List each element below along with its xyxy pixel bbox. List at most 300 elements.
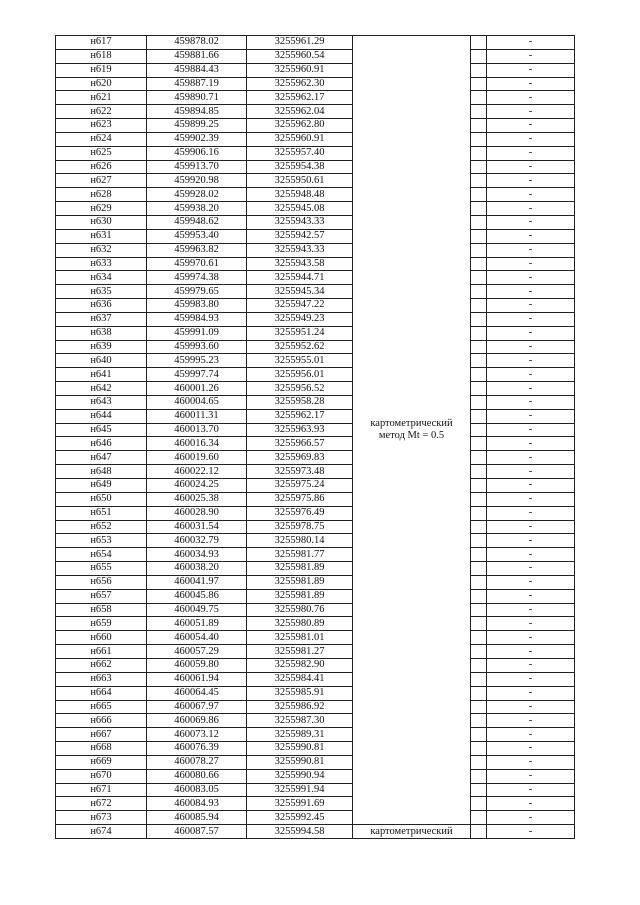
y-coordinate-cell: 3255975.86 [247, 492, 353, 506]
point-number-cell: н667 [56, 728, 147, 742]
dash-cell: - [487, 409, 575, 423]
dash-cell: - [487, 617, 575, 631]
point-number-cell: н652 [56, 520, 147, 534]
dash-cell: - [487, 202, 575, 216]
table-row [56, 645, 575, 659]
x-coordinate-cell: 460051.89 [147, 617, 247, 631]
table-row [56, 368, 575, 382]
point-number-cell: н653 [56, 534, 147, 548]
table-row [56, 257, 575, 271]
x-coordinate-cell: 460067.97 [147, 700, 247, 714]
x-coordinate-cell: 459899.25 [147, 119, 247, 133]
x-coordinate-cell: 460016.34 [147, 437, 247, 451]
dash-cell: - [487, 811, 575, 825]
dash-cell: - [487, 160, 575, 174]
point-number-cell: н644 [56, 409, 147, 423]
y-coordinate-cell: 3255948.48 [247, 188, 353, 202]
x-coordinate-cell: 459983.80 [147, 299, 247, 313]
empty-cell [471, 714, 487, 728]
point-number-cell: н655 [56, 562, 147, 576]
point-number-cell: н659 [56, 617, 147, 631]
table-row [56, 299, 575, 313]
y-coordinate-cell: 3255992.45 [247, 811, 353, 825]
empty-cell [471, 797, 487, 811]
empty-cell [471, 105, 487, 119]
table-row [56, 188, 575, 202]
empty-cell [471, 229, 487, 243]
empty-cell [471, 645, 487, 659]
table-row [56, 534, 575, 548]
empty-cell [471, 603, 487, 617]
table-row [56, 395, 575, 409]
table-row [56, 783, 575, 797]
table-row [56, 492, 575, 506]
empty-cell [471, 520, 487, 534]
y-coordinate-cell: 3255973.48 [247, 465, 353, 479]
x-coordinate-cell: 460054.40 [147, 631, 247, 645]
table-row [56, 797, 575, 811]
dash-cell: - [487, 326, 575, 340]
point-number-cell: н622 [56, 105, 147, 119]
point-number-cell: н626 [56, 160, 147, 174]
x-coordinate-cell: 460031.54 [147, 520, 247, 534]
y-coordinate-cell: 3255986.92 [247, 700, 353, 714]
empty-cell [471, 91, 487, 105]
x-coordinate-cell: 459991.09 [147, 326, 247, 340]
point-number-cell: н668 [56, 742, 147, 756]
x-coordinate-cell: 460034.93 [147, 548, 247, 562]
point-number-cell: н661 [56, 645, 147, 659]
y-coordinate-cell: 3255981.89 [247, 589, 353, 603]
y-coordinate-cell: 3255969.83 [247, 451, 353, 465]
empty-cell [471, 77, 487, 91]
x-coordinate-cell: 460059.80 [147, 658, 247, 672]
x-coordinate-cell: 460085.94 [147, 811, 247, 825]
empty-cell [471, 382, 487, 396]
y-coordinate-cell: 3255990.94 [247, 769, 353, 783]
dash-cell: - [487, 257, 575, 271]
dash-cell: - [487, 506, 575, 520]
dash-cell: - [487, 631, 575, 645]
table-row [56, 312, 575, 326]
x-coordinate-cell: 460022.12 [147, 465, 247, 479]
table-row [56, 146, 575, 160]
dash-cell: - [487, 797, 575, 811]
x-coordinate-cell: 460083.05 [147, 783, 247, 797]
x-coordinate-cell: 460004.65 [147, 395, 247, 409]
empty-cell [471, 63, 487, 77]
point-number-cell: н621 [56, 91, 147, 105]
table-row [56, 202, 575, 216]
empty-cell [471, 575, 487, 589]
x-coordinate-cell: 460041.97 [147, 575, 247, 589]
y-coordinate-cell: 3255960.54 [247, 49, 353, 63]
x-coordinate-cell: 459906.16 [147, 146, 247, 160]
empty-cell [471, 312, 487, 326]
point-number-cell: н632 [56, 243, 147, 257]
table-row [56, 465, 575, 479]
x-coordinate-cell: 460049.75 [147, 603, 247, 617]
dash-cell: - [487, 548, 575, 562]
dash-cell: - [487, 686, 575, 700]
y-coordinate-cell: 3255975.24 [247, 479, 353, 493]
y-coordinate-cell: 3255954.38 [247, 160, 353, 174]
dash-cell: - [487, 437, 575, 451]
dash-cell: - [487, 728, 575, 742]
y-coordinate-cell: 3255989.31 [247, 728, 353, 742]
y-coordinate-cell: 3255991.69 [247, 797, 353, 811]
dash-cell: - [487, 769, 575, 783]
y-coordinate-cell: 3255957.40 [247, 146, 353, 160]
empty-cell [471, 146, 487, 160]
table-row [56, 132, 575, 146]
point-number-cell: н636 [56, 299, 147, 313]
table-row [56, 451, 575, 465]
dash-cell: - [487, 658, 575, 672]
point-number-cell: н657 [56, 589, 147, 603]
dash-cell: - [487, 243, 575, 257]
empty-cell [471, 825, 487, 839]
y-coordinate-cell: 3255980.89 [247, 617, 353, 631]
x-coordinate-cell: 459878.02 [147, 36, 247, 50]
x-coordinate-cell: 459890.71 [147, 91, 247, 105]
x-coordinate-cell: 460087.57 [147, 825, 247, 839]
dash-cell: - [487, 382, 575, 396]
empty-cell [471, 49, 487, 63]
empty-cell [471, 119, 487, 133]
x-coordinate-cell: 460073.12 [147, 728, 247, 742]
point-number-cell: н645 [56, 423, 147, 437]
table-row [56, 479, 575, 493]
table-row [56, 271, 575, 285]
dash-cell: - [487, 146, 575, 160]
x-coordinate-cell: 460001.26 [147, 382, 247, 396]
x-coordinate-cell: 459887.19 [147, 77, 247, 91]
table-row [56, 714, 575, 728]
point-number-cell: н624 [56, 132, 147, 146]
table-row [56, 603, 575, 617]
empty-cell [471, 534, 487, 548]
point-number-cell: н654 [56, 548, 147, 562]
y-coordinate-cell: 3255949.23 [247, 312, 353, 326]
point-number-cell: н662 [56, 658, 147, 672]
y-coordinate-cell: 3255944.71 [247, 271, 353, 285]
table-row [56, 589, 575, 603]
empty-cell [471, 354, 487, 368]
dash-cell: - [487, 520, 575, 534]
table-row [56, 658, 575, 672]
empty-cell [471, 409, 487, 423]
y-coordinate-cell: 3255981.27 [247, 645, 353, 659]
empty-cell [471, 700, 487, 714]
y-coordinate-cell: 3255952.62 [247, 340, 353, 354]
dash-cell: - [487, 105, 575, 119]
y-coordinate-cell: 3255981.89 [247, 562, 353, 576]
table-row [56, 36, 575, 50]
empty-cell [471, 631, 487, 645]
y-coordinate-cell: 3255963.93 [247, 423, 353, 437]
empty-cell [471, 728, 487, 742]
x-coordinate-cell: 460028.90 [147, 506, 247, 520]
dash-cell: - [487, 575, 575, 589]
coordinates-table-body [56, 36, 575, 839]
table-row [56, 215, 575, 229]
y-coordinate-cell: 3255950.61 [247, 174, 353, 188]
y-coordinate-cell: 3255966.57 [247, 437, 353, 451]
empty-cell [471, 174, 487, 188]
empty-cell [471, 202, 487, 216]
empty-cell [471, 465, 487, 479]
x-coordinate-cell: 460019.60 [147, 451, 247, 465]
point-number-cell: н671 [56, 783, 147, 797]
y-coordinate-cell: 3255985.91 [247, 686, 353, 700]
point-number-cell: н631 [56, 229, 147, 243]
point-number-cell: н617 [56, 36, 147, 50]
dash-cell: - [487, 271, 575, 285]
dash-cell: - [487, 49, 575, 63]
y-coordinate-cell: 3255976.49 [247, 506, 353, 520]
y-coordinate-cell: 3255981.01 [247, 631, 353, 645]
empty-cell [471, 437, 487, 451]
dash-cell: - [487, 36, 575, 50]
table-row [56, 520, 575, 534]
table-row [56, 575, 575, 589]
point-number-cell: н642 [56, 382, 147, 396]
empty-cell [471, 257, 487, 271]
table-row [56, 49, 575, 63]
x-coordinate-cell: 459963.82 [147, 243, 247, 257]
empty-cell [471, 243, 487, 257]
table-row [56, 631, 575, 645]
dash-cell: - [487, 119, 575, 133]
empty-cell [471, 769, 487, 783]
x-coordinate-cell: 459979.65 [147, 285, 247, 299]
empty-cell [471, 451, 487, 465]
y-coordinate-cell: 3255956.52 [247, 382, 353, 396]
x-coordinate-cell: 459881.66 [147, 49, 247, 63]
point-number-cell: н647 [56, 451, 147, 465]
x-coordinate-cell: 460038.20 [147, 562, 247, 576]
dash-cell: - [487, 285, 575, 299]
x-coordinate-cell: 459928.02 [147, 188, 247, 202]
table-row [56, 409, 575, 423]
point-number-cell: н672 [56, 797, 147, 811]
x-coordinate-cell: 459948.62 [147, 215, 247, 229]
y-coordinate-cell: 3255981.89 [247, 575, 353, 589]
empty-cell [471, 340, 487, 354]
empty-cell [471, 686, 487, 700]
empty-cell [471, 617, 487, 631]
y-coordinate-cell: 3255961.29 [247, 36, 353, 50]
point-number-cell: н665 [56, 700, 147, 714]
empty-cell [471, 188, 487, 202]
dash-cell: - [487, 783, 575, 797]
empty-cell [471, 658, 487, 672]
y-coordinate-cell: 3255943.58 [247, 257, 353, 271]
dash-cell: - [487, 395, 575, 409]
y-coordinate-cell: 3255962.04 [247, 105, 353, 119]
x-coordinate-cell: 459997.74 [147, 368, 247, 382]
x-coordinate-cell: 459920.98 [147, 174, 247, 188]
x-coordinate-cell: 459902.39 [147, 132, 247, 146]
empty-cell [471, 492, 487, 506]
x-coordinate-cell: 460032.79 [147, 534, 247, 548]
dash-cell: - [487, 368, 575, 382]
dash-cell: - [487, 77, 575, 91]
y-coordinate-cell: 3255956.01 [247, 368, 353, 382]
y-coordinate-cell: 3255943.33 [247, 215, 353, 229]
dash-cell: - [487, 340, 575, 354]
x-coordinate-cell: 460064.45 [147, 686, 247, 700]
empty-cell [471, 479, 487, 493]
y-coordinate-cell: 3255987.30 [247, 714, 353, 728]
dash-cell: - [487, 174, 575, 188]
table-row [56, 354, 575, 368]
x-coordinate-cell: 459984.93 [147, 312, 247, 326]
y-coordinate-cell: 3255962.17 [247, 409, 353, 423]
y-coordinate-cell: 3255990.81 [247, 755, 353, 769]
x-coordinate-cell: 460078.27 [147, 755, 247, 769]
dash-cell: - [487, 672, 575, 686]
point-number-cell: н664 [56, 686, 147, 700]
dash-cell: - [487, 63, 575, 77]
y-coordinate-cell: 3255945.08 [247, 202, 353, 216]
point-number-cell: н663 [56, 672, 147, 686]
y-coordinate-cell: 3255942.57 [247, 229, 353, 243]
dash-cell: - [487, 215, 575, 229]
x-coordinate-cell: 459970.61 [147, 257, 247, 271]
dash-cell: - [487, 589, 575, 603]
point-number-cell: н666 [56, 714, 147, 728]
point-number-cell: н619 [56, 63, 147, 77]
dash-cell: - [487, 562, 575, 576]
x-coordinate-cell: 460069.86 [147, 714, 247, 728]
empty-cell [471, 548, 487, 562]
dash-cell: - [487, 354, 575, 368]
y-coordinate-cell: 3255945.34 [247, 285, 353, 299]
table-row [56, 174, 575, 188]
table-row [56, 562, 575, 576]
table-row [56, 506, 575, 520]
table-row [56, 229, 575, 243]
dash-cell: - [487, 229, 575, 243]
dash-cell: - [487, 603, 575, 617]
y-coordinate-cell: 3255962.30 [247, 77, 353, 91]
table-row [56, 160, 575, 174]
dash-cell: - [487, 451, 575, 465]
x-coordinate-cell: 460057.29 [147, 645, 247, 659]
y-coordinate-cell: 3255951.24 [247, 326, 353, 340]
x-coordinate-cell: 459995.23 [147, 354, 247, 368]
point-number-cell: н650 [56, 492, 147, 506]
x-coordinate-cell: 459884.43 [147, 63, 247, 77]
dash-cell: - [487, 742, 575, 756]
point-number-cell: н637 [56, 312, 147, 326]
point-number-cell: н634 [56, 271, 147, 285]
y-coordinate-cell: 3255943.33 [247, 243, 353, 257]
y-coordinate-cell: 3255947.22 [247, 299, 353, 313]
table-row [56, 825, 575, 839]
y-coordinate-cell: 3255958.28 [247, 395, 353, 409]
table-row [56, 755, 575, 769]
method-cell-merged [353, 36, 471, 825]
dash-cell: - [487, 132, 575, 146]
dash-cell: - [487, 91, 575, 105]
x-coordinate-cell: 459894.85 [147, 105, 247, 119]
dash-cell: - [487, 188, 575, 202]
y-coordinate-cell: 3255994.58 [247, 825, 353, 839]
empty-cell [471, 672, 487, 686]
dash-cell: - [487, 465, 575, 479]
point-number-cell: н630 [56, 215, 147, 229]
x-coordinate-cell: 459974.38 [147, 271, 247, 285]
table-row [56, 811, 575, 825]
y-coordinate-cell: 3255960.91 [247, 132, 353, 146]
point-number-cell: н649 [56, 479, 147, 493]
table-row [56, 105, 575, 119]
table-row [56, 742, 575, 756]
x-coordinate-cell: 460011.31 [147, 409, 247, 423]
table-row [56, 728, 575, 742]
y-coordinate-cell: 3255981.77 [247, 548, 353, 562]
empty-cell [471, 132, 487, 146]
point-number-cell: н651 [56, 506, 147, 520]
point-number-cell: н656 [56, 575, 147, 589]
x-coordinate-cell: 460084.93 [147, 797, 247, 811]
empty-cell [471, 783, 487, 797]
point-number-cell: н625 [56, 146, 147, 160]
y-coordinate-cell: 3255960.91 [247, 63, 353, 77]
empty-cell [471, 285, 487, 299]
table-row [56, 423, 575, 437]
point-number-cell: н674 [56, 825, 147, 839]
table-row [56, 119, 575, 133]
point-number-cell: н646 [56, 437, 147, 451]
x-coordinate-cell: 460080.66 [147, 769, 247, 783]
y-coordinate-cell: 3255978.75 [247, 520, 353, 534]
table-row [56, 769, 575, 783]
point-number-cell: н618 [56, 49, 147, 63]
y-coordinate-cell: 3255990.81 [247, 742, 353, 756]
empty-cell [471, 811, 487, 825]
empty-cell [471, 562, 487, 576]
dash-cell: - [487, 825, 575, 839]
table-row [56, 437, 575, 451]
x-coordinate-cell: 460024.25 [147, 479, 247, 493]
point-number-cell: н643 [56, 395, 147, 409]
method-text: картометрический метод Mt = 0.5 [370, 418, 453, 442]
dash-cell: - [487, 492, 575, 506]
dash-cell: - [487, 755, 575, 769]
point-number-cell: н648 [56, 465, 147, 479]
table-row [56, 686, 575, 700]
point-number-cell: н638 [56, 326, 147, 340]
y-coordinate-cell: 3255955.01 [247, 354, 353, 368]
empty-cell [471, 423, 487, 437]
x-coordinate-cell: 460061.94 [147, 672, 247, 686]
dash-cell: - [487, 479, 575, 493]
point-number-cell: н640 [56, 354, 147, 368]
coordinates-table [55, 35, 575, 839]
empty-cell [471, 395, 487, 409]
table-row [56, 340, 575, 354]
method-cell: картометрический [353, 825, 471, 839]
y-coordinate-cell: 3255962.17 [247, 91, 353, 105]
table-row [56, 243, 575, 257]
y-coordinate-cell: 3255982.90 [247, 658, 353, 672]
point-number-cell: н670 [56, 769, 147, 783]
dash-cell: - [487, 645, 575, 659]
